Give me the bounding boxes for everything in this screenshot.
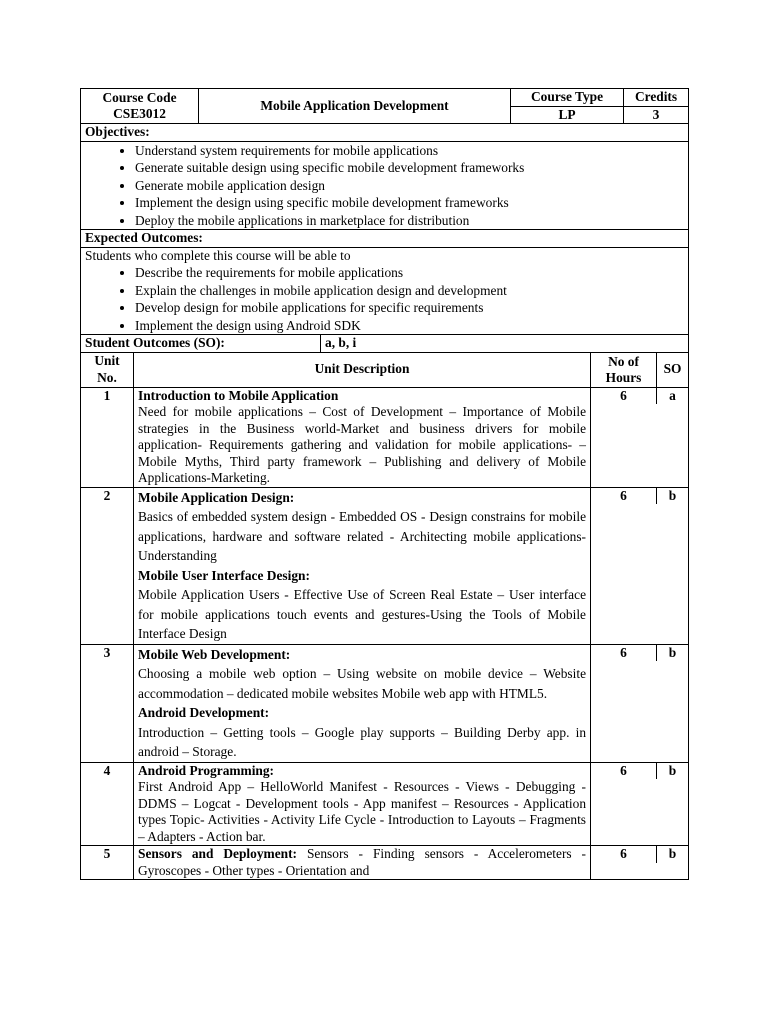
credits-label: Credits <box>624 89 689 107</box>
outcomes-intro: Students who complete this course will be able to <box>85 247 351 263</box>
list-item: • Implement the design using Android SDK <box>135 317 684 335</box>
hours-so-cell <box>591 387 689 487</box>
credits-value: 3 <box>624 106 689 124</box>
unit-description <box>134 644 591 762</box>
unit-no: 5 <box>81 846 134 880</box>
course-type: LP <box>511 106 624 124</box>
unit-so: b <box>668 762 677 778</box>
hours-so-cell <box>591 762 689 846</box>
outcomes-cell <box>81 247 689 335</box>
unit-text: Sensors - Finding sensors - Accelerometers - Gyroscopes - Other types - Orientation and <box>138 846 587 878</box>
unit-title: Sensors and Deployment: <box>138 846 307 861</box>
list-item: • Describe the requirements for mobile applications <box>135 264 684 282</box>
unit-description <box>134 487 591 644</box>
unit-description <box>134 762 591 846</box>
unit-description-header: Unit Description <box>134 352 591 387</box>
unit-title: Android Programming: <box>138 762 275 778</box>
unit-title: Mobile Application Design: <box>138 489 295 505</box>
unit-description <box>134 846 591 880</box>
unit-text: Mobile Application Users - Effective Use of Screen Real Estate – User interface for mobile applications touch events and gestures-Using the Tools of Mobile Interface Design <box>138 587 587 641</box>
unit-title: Mobile Web Development: <box>138 646 291 662</box>
list-item: • Implement the design using specific mobile development frameworks <box>135 194 684 212</box>
unit-hours: 6 <box>591 388 657 405</box>
table-row <box>81 762 689 846</box>
hours-so-cell <box>591 644 689 762</box>
unit-text: Introduction – Getting tools – Google play supports – Building Derby app. in android – Storage. <box>138 724 587 759</box>
unit-description <box>134 387 591 487</box>
list-item: • Deploy the mobile applications in marketplace for distribution <box>135 212 684 230</box>
objectives-label: Objectives: <box>81 124 689 142</box>
list-item: • Generate suitable design using specific mobile development frameworks <box>135 159 684 177</box>
list-item: • Develop design for mobile applications for specific requirements <box>135 299 684 317</box>
table-row <box>81 387 689 487</box>
table-row <box>81 487 689 644</box>
unit-so: b <box>668 487 677 503</box>
objectives-list <box>85 142 684 230</box>
unit-text: First Android App – HelloWorld Manifest - Resources - Views - Debugging - DDMS – Logcat - Development tools - App manifest – Resources - Application types Topic- Activities - Activity Life Cycle - Introduction to Layouts – Fragments – Adapters - Action bar. <box>138 779 587 844</box>
unit-so: b <box>668 846 677 861</box>
unit-subtitle: Mobile User Interface Design: <box>138 567 310 583</box>
hours-so-cell <box>591 846 689 880</box>
unit-so: b <box>668 644 677 660</box>
unit-no: 2 <box>81 487 134 644</box>
unit-no: 4 <box>81 762 134 846</box>
unit-text: Basics of embedded system design - Embedded OS - Design constrains for mobile applications, hardware and software related - Architecting mobile applications- Understanding <box>138 509 587 563</box>
list-item: • Generate mobile application design <box>135 177 684 195</box>
table-row <box>81 846 689 880</box>
course-type-label: Course Type <box>511 89 624 107</box>
unit-no: 1 <box>81 387 134 487</box>
list-item: • Explain the challenges in mobile application design and development <box>135 282 684 300</box>
unit-title: Introduction to Mobile Application <box>138 387 339 403</box>
course-code-cell <box>81 89 199 124</box>
unit-hours: 6 <box>591 763 657 780</box>
course-title: Mobile Application Development <box>199 89 511 124</box>
unit-no: 3 <box>81 644 134 762</box>
unit-text: Choosing a mobile web option – Using website on mobile device – Website accommodation – dedicated mobile websites Mobile web app with HTML5. <box>138 666 587 701</box>
unit-hours: 6 <box>591 645 657 662</box>
outcomes-list <box>85 264 684 334</box>
unit-hours: 6 <box>591 846 657 863</box>
so-header: SO <box>663 361 682 377</box>
unit-text: Need for mobile applications – Cost of Development – Importance of Mobile strategies in the Business world-Market and business drivers for mobile application- Requirements gathering and validation for mobile applications- –Mobile Myths, Third party framework – Publishing and delivery of Mobile Applications-Marketing. <box>138 404 587 485</box>
unit-no-header: Unit No. <box>81 352 134 387</box>
student-outcomes-label: Student Outcomes (SO): <box>81 335 321 353</box>
unit-hours: 6 <box>591 488 657 505</box>
course-code-label: Course Code <box>102 90 177 105</box>
student-outcomes-value: a, b, i <box>321 335 689 353</box>
objectives-list-cell <box>81 141 689 230</box>
unit-subtitle: Android Development: <box>138 705 270 720</box>
list-item: • Understand system requirements for mobile applications <box>135 142 684 160</box>
outcomes-label: Expected Outcomes: <box>81 230 689 248</box>
hours-so-cell <box>591 487 689 644</box>
course-code: CSE3012 <box>113 106 166 121</box>
table-row <box>81 644 689 762</box>
unit-so: a <box>669 387 676 403</box>
hours-so-header <box>591 352 689 387</box>
course-syllabus-table <box>80 88 689 880</box>
hours-header: No of Hours <box>591 353 657 387</box>
